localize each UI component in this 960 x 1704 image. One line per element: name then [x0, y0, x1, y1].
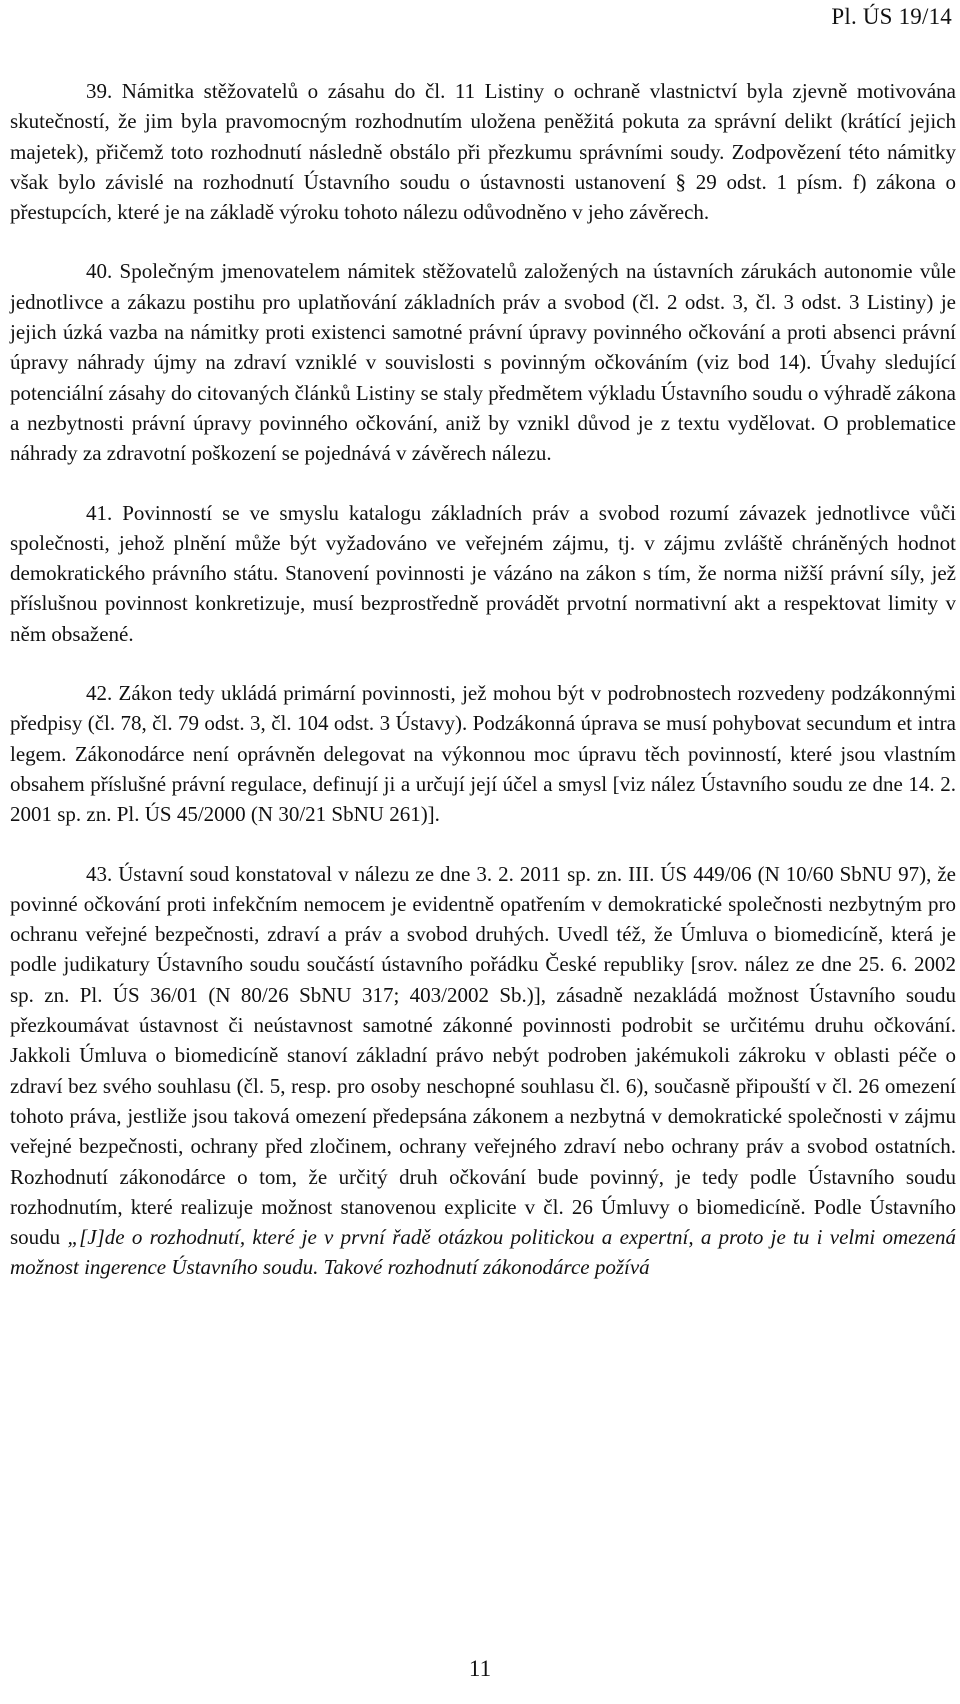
paragraph-43: [10, 859, 956, 1283]
paragraph-43-text: 43. Ústavní soud konstatoval v nálezu ze dne 3. 2. 2011 sp. zn. III. ÚS 449/06 (N 10/60 SbNU 97), že povinné očkování proti infekčním nemocem je evidentně opatřením v demokratické společnosti nezbytným pro ochranu veřejné bezpečnosti, zdraví a práv a svobod druhých. Uvedl též, že Úmluva o biomedicíně, která je podle judikatury Ústavního soudu součástí ústavního pořádku České republiky [srov. nález ze dne 25. 6. 2002 sp. zn. Pl. ÚS 36/01 (N 80/26 SbNU 317; 403/2002 Sb.)], zásadně nezakládá možnost Ústavního soudu přezkoumávat ústavnost či neústavnost samotné zákonné povinnosti podrobit se určitému druhu očkování. Jakkoli Úmluva o biomedicíně stanoví základní právo nebýt podroben jakémukoli zákroku v oblasti péče o zdraví bez svého souhlasu (čl. 5, resp. pro osoby neschopné souhlasu čl. 6), současně připouští v čl. 26 omezení tohoto práva, jestliže jsou taková omezení předepsána zákonem a nezbytná v demokratické společnosti v zájmu veřejné bezpečnosti, ochrany před zločinem, ochrany veřejného zdraví nebo ochrany práv a svobod ostatních. Rozhodnutí zákonodárce o tom, že určitý druh očkování bude povinný, je tedy podle Ústavního soudu rozhodnutím, které realizuje možnost stanovenou explicite v čl. 26 Úmluvy o biomedicíně. Podle Ústavního soudu: [10, 861, 956, 1250]
case-reference-header: Pl. ÚS 19/14: [831, 4, 952, 29]
paragraph-42: 42. Zákon tedy ukládá primární povinnosti, jež mohou být v podrobnostech rozvedeny podzákonnými předpisy (čl. 78, čl. 79 odst. 3, čl. 104 odst. 3 Ústavy). Podzákonná úprava se musí pohybovat secundum et intra legem. Zákonodárce není oprávněn delegovat na výkonnou moc úpravu těch povinností, které jsou vlastním obsahem příslušné právní regulace, definují ji a určují její účel a smysl [viz nález Ústavního soudu ze dne 14. 2. 2001 sp. zn. Pl. ÚS 45/2000 (N 30/21 SbNU 261)].: [10, 681, 956, 827]
document-body: [10, 76, 956, 1312]
paragraph-39: 39. Námitka stěžovatelů o zásahu do čl. 11 Listiny o ochraně vlastnictví byla zjevně motivována skutečností, že jim byla pravomocným rozhodnutím uložena peněžitá pokuta za správní delikt (krátící jejich majetek), přičemž toto rozhodnutí následně obstálo při přezkumu správními soudy. Zodpovězení této námitky však bylo závislé na rozhodnutí Ústavního soudu o ústavnosti ustanovení § 29 odst. 1 písm. f) zákona o přestupcích, které je na základě výroku tohoto nálezu odůvodněno v jeho závěrech.: [10, 79, 956, 225]
page-number: 11: [468, 1656, 492, 1681]
paragraph-40: 40. Společným jmenovatelem námitek stěžovatelů založených na ústavních zárukách autonomie vůle jednotlivce a zákazu postihu pro uplatňování základních práv a svobod (čl. 2 odst. 3, čl. 3 odst. 3 Listiny) je jejich úzká vazba na námitky proti existenci samotné právní úpravy povinného očkování a proti absenci právní úpravy náhrady újmy na zdraví vzniklé v souvislosti s povinným očkováním (viz bod 14). Úvahy sledující potenciální zásahy do citovaných článků Listiny se staly předmětem výkladu Ústavního soudu o výhradě zákona a nezbytnosti právní úpravy povinného očkování, aniž by vznikl důvod je z textu vydělovat. O problematice náhrady za zdravotní poškození se pojednává v závěrech nálezu.: [10, 259, 956, 466]
paragraph-41: 41. Povinností se ve smyslu katalogu základních práv a svobod rozumí závazek jednotlivce vůči společnosti, jehož plnění může být vyžadováno ve veřejném zájmu, tj. v zájmu zvláště chráněných hodnot demokratického právního státu. Stanovení povinnosti je vázáno na zákon s tím, že norma nižší právní síly, jež příslušnou povinnost konkretizuje, musí bezprostředně provádět prvotní normativní akt a respektovat limity v něm obsažené.: [10, 500, 956, 646]
paragraph-43-quote: „[J]de o rozhodnutí, které je v první řadě otázkou politickou a expertní, a proto je tu i velmi omezená možnost ingerence Ústavního soudu. Takové rozhodnutí zákonodárce požívá: [10, 1225, 956, 1280]
